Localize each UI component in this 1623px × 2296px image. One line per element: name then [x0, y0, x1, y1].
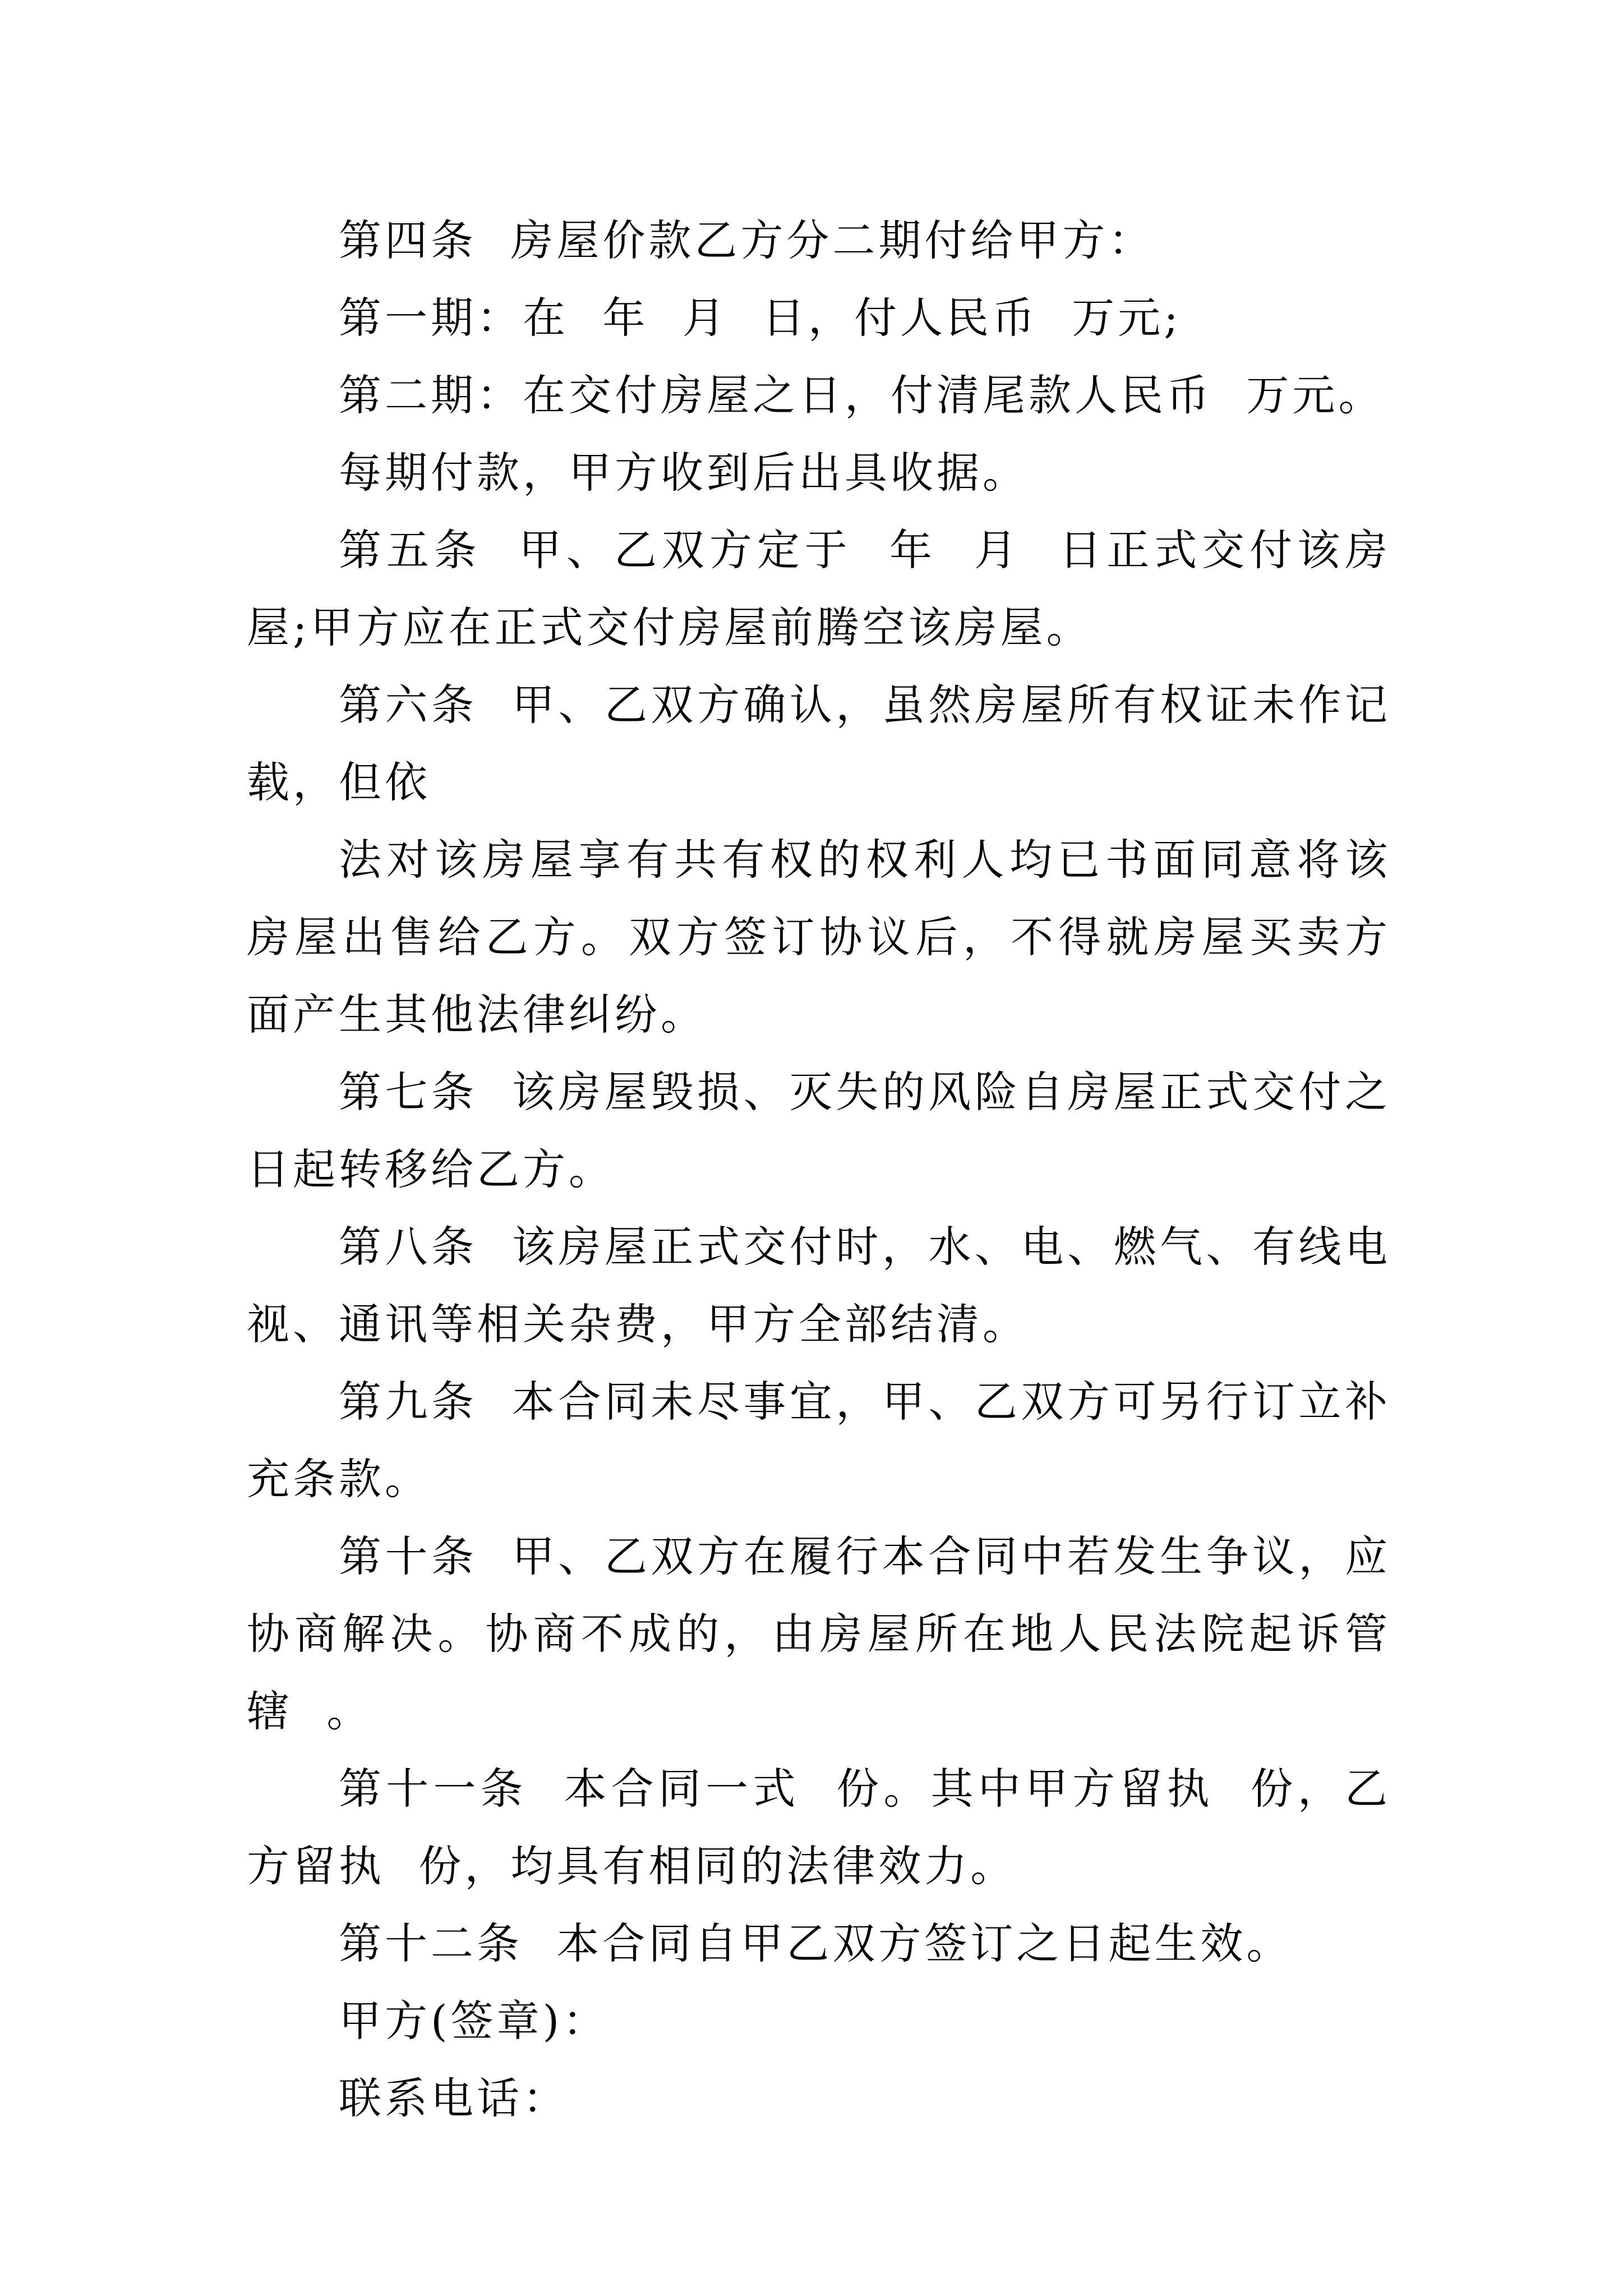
- paragraph-article-7: 第七条 该房屋毁损、灭失的风险自房屋正式交付之日起转移给乙方。: [247, 1067, 1391, 1194]
- paragraph-article-10: 第十条 甲、乙双方在履行本合同中若发生争议，应协商解决。协商不成的，由房屋所在地人民法院起诉管辖 。: [247, 1531, 1391, 1736]
- paragraph-article-12: 第十二条 本合同自甲乙双方签订之日起生效。: [339, 1918, 1293, 1968]
- paragraph-article-11: 第十一条 本合同一式 份。其中甲方留执 份，乙方留执 份，均具有相同的法律效力。: [247, 1764, 1391, 1891]
- paragraph-receipt: 每期付款，甲方收到后出具收据。: [339, 448, 1029, 498]
- party-a-signature-line: 甲方(签章)：: [339, 1996, 609, 2046]
- paragraph-article-6-cont: 法对该房屋享有共有权的权利人均已书面同意将该房屋出售给乙方。双方签订协议后，不得就房屋买卖方面产生其他法律纠纷。: [247, 835, 1391, 1039]
- paragraph-article-8: 第八条 该房屋正式交付时，水、电、燃气、有线电视、通讯等相关杂费，甲方全部结清。: [247, 1222, 1391, 1349]
- paragraph-article-6: 第六条 甲、乙双方确认，虽然房屋所有权证未作记载，但依: [247, 680, 1391, 807]
- paragraph-payment-1: 第一期：在 年 月 日，付人民币 万元;: [339, 293, 1182, 343]
- paragraph-article-9: 第九条 本合同未尽事宜，甲、乙双方可另行订立补充条款。: [247, 1377, 1391, 1504]
- contact-phone-line: 联系电话：: [339, 2073, 569, 2123]
- contract-body: [247, 202, 1391, 2137]
- paragraph-article-5: 第五条 甲、乙双方定于 年 月 日正式交付该房屋;甲方应在正式交付房屋前腾空该房屋。: [247, 525, 1391, 652]
- paragraph-payment-2: 第二期：在交付房屋之日，付清尾款人民币 万元。: [339, 370, 1385, 420]
- paragraph-article-4: 第四条 房屋价款乙方分二期付给甲方：: [339, 215, 1155, 265]
